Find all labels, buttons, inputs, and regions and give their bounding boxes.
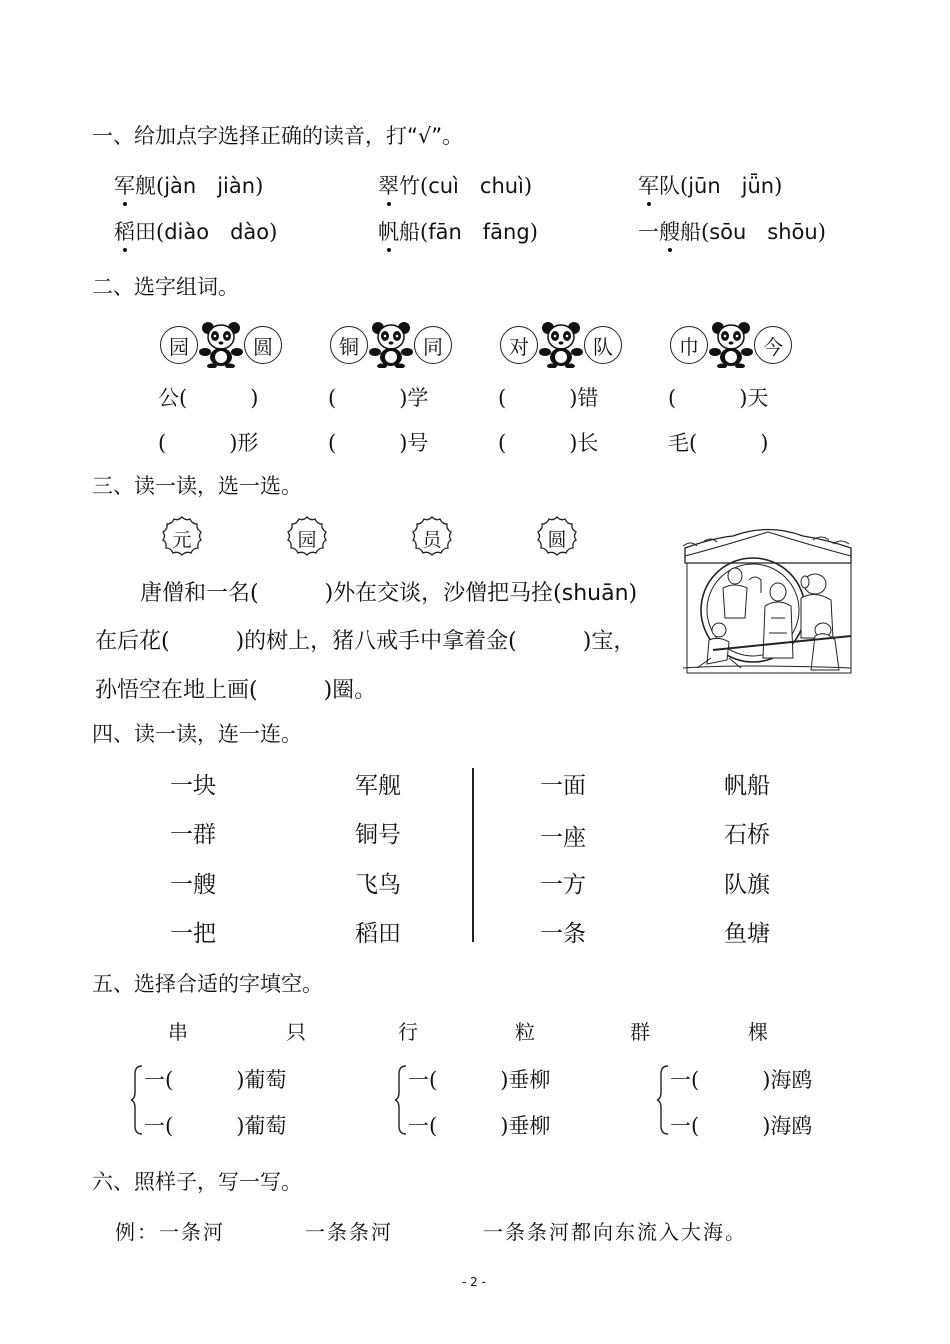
pinyin-item-6: 一艘船(sōu shōu): [638, 216, 826, 246]
passage-line-1: 唐僧和一名( )外在交谈，沙僧把马拴(shuān): [140, 581, 638, 606]
char-circle: 今: [754, 326, 792, 364]
char-pair-2: [330, 320, 452, 368]
fill-blank: 一( )垂柳: [408, 1068, 551, 1092]
char-circle: 对: [500, 326, 538, 364]
match-word: 铜号: [355, 822, 401, 848]
match-word: 一把: [170, 921, 216, 947]
section-4-title: 四、读一读，连一连。: [92, 722, 302, 746]
match-word: 飞鸟: [355, 872, 401, 898]
word-blank: ( )天: [668, 386, 769, 410]
match-word: 石桥: [724, 822, 770, 848]
fill-blank: 一( )海鸥: [670, 1114, 813, 1138]
fill-blank: 一( )垂柳: [408, 1114, 551, 1138]
match-word: 稻田: [355, 921, 401, 947]
section-5-title: 五、选择合适的字填空。: [92, 972, 323, 996]
left-brace: [130, 1064, 144, 1136]
word-blank: ( )形: [158, 431, 259, 455]
char-circle: 园: [160, 326, 198, 364]
example-sentence: 一条条河都向东流入大海。: [483, 1220, 747, 1244]
char-option: 元: [158, 514, 206, 562]
char-pair-1: [160, 320, 282, 368]
char-pair-4: [670, 320, 792, 368]
left-brace: [656, 1064, 670, 1136]
panda-icon: [709, 320, 753, 368]
fill-blank: 一( )葡萄: [144, 1114, 287, 1138]
match-word: 一艘: [170, 872, 216, 898]
example-label: 例：一条河: [115, 1220, 225, 1244]
match-word: 一面: [540, 773, 586, 799]
word-blank: ( )长: [498, 431, 599, 455]
section-1-title: 一、给加点字选择正确的读音，打“√”。: [92, 124, 464, 148]
char-circle: 同: [414, 326, 452, 364]
match-word: 一座: [540, 825, 586, 851]
char-option: 园: [283, 514, 331, 562]
match-word: 军舰: [355, 773, 401, 799]
section-3-title: 三、读一读，选一选。: [92, 474, 302, 498]
section-6-title: 六、照样子，写一写。: [92, 1170, 302, 1194]
left-brace: [394, 1064, 408, 1136]
fill-blank: 一( )海鸥: [670, 1068, 813, 1092]
match-word: 一块: [170, 773, 216, 799]
word-blank: ( )错: [498, 386, 599, 410]
pinyin-item-5: 帆船(fān fāng): [378, 216, 538, 246]
char-circle: 圆: [244, 326, 282, 364]
char-option: 员: [408, 514, 456, 562]
panda-icon: [369, 320, 413, 368]
journey-to-the-west-illustration: [683, 518, 853, 678]
match-word: 帆船: [724, 773, 770, 799]
option-char: 棵: [748, 1020, 768, 1044]
word-blank: ( )学: [328, 386, 429, 410]
pinyin-item-2: 翠竹(cuì chuì): [378, 170, 532, 200]
word-blank: 毛( ): [668, 431, 769, 455]
option-char: 粒: [515, 1020, 535, 1044]
passage-line-2: 在后花( )的树上，猪八戒手中拿着金( )宝，: [95, 629, 636, 654]
pinyin-item-4: 稻田(diào dào): [114, 216, 277, 246]
option-char: 只: [286, 1020, 306, 1044]
passage-line-3: 孙悟空在地上画( )圈。: [95, 678, 377, 703]
match-word: 鱼塘: [724, 921, 770, 947]
panda-icon: [199, 320, 243, 368]
pinyin-item-1: 军舰(jàn jiàn): [114, 170, 263, 200]
match-word: 一条: [540, 921, 586, 947]
option-char: 群: [630, 1020, 650, 1044]
match-word: 队旗: [724, 872, 770, 898]
example-word: 一条条河: [305, 1220, 393, 1244]
char-option: 圆: [533, 514, 581, 562]
char-circle: 巾: [670, 326, 708, 364]
word-blank: ( )号: [328, 431, 429, 455]
char-pair-3: [500, 320, 622, 368]
column-divider: [472, 768, 474, 942]
word-blank: 公( ): [158, 386, 259, 410]
pinyin-item-3: 军队(jūn jǖn): [638, 170, 782, 200]
option-char: 行: [398, 1020, 418, 1044]
char-circle: 铜: [330, 326, 368, 364]
match-word: 一方: [540, 872, 586, 898]
panda-icon: [539, 320, 583, 368]
option-char: 串: [168, 1020, 188, 1044]
char-circle: 队: [584, 326, 622, 364]
fill-blank: 一( )葡萄: [144, 1068, 287, 1092]
page-number: - 2 -: [462, 1275, 486, 1289]
section-2-title: 二、选字组词。: [92, 275, 239, 299]
match-word: 一群: [170, 822, 216, 848]
